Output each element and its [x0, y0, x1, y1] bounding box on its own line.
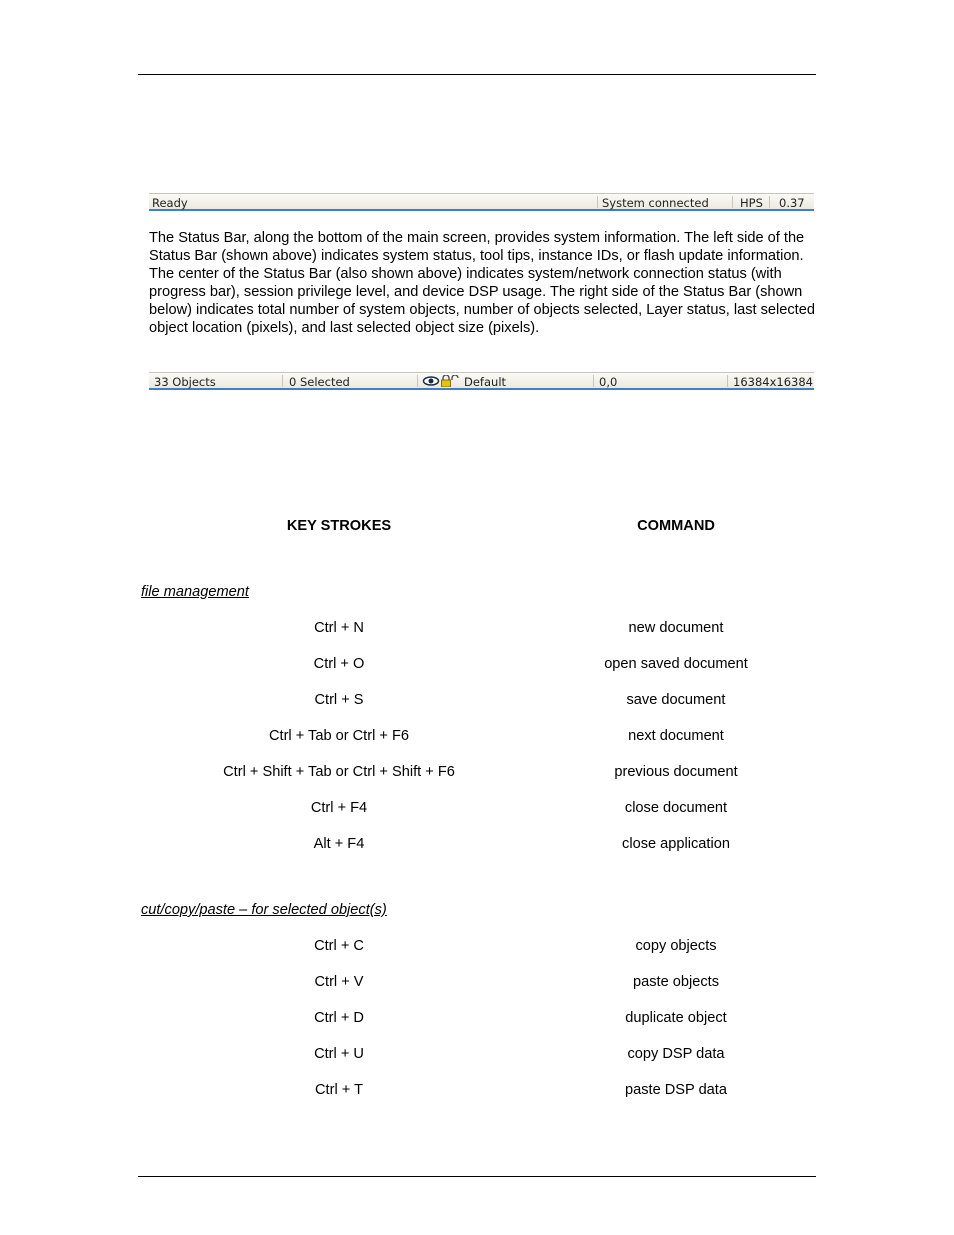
table-row — [0, 620, 954, 640]
keystroke-cell: Alt + F4 — [313, 836, 365, 852]
table-row — [0, 656, 954, 676]
keystroke-cell: Ctrl + C — [314, 938, 364, 954]
status-layer-text: Default — [464, 375, 507, 389]
keystroke-cell: Ctrl + V — [314, 974, 364, 990]
section-title-cut-copy-paste: cut/copy/paste – for selected object(s) — [141, 902, 387, 918]
keystroke-cell: Ctrl + D — [314, 1010, 364, 1026]
status-bar-description: The Status Bar, along the bottom of the main screen, provides system information. The left side of the Status Bar (shown above) indicates system status, tool tips, instance IDs, or flash update information. The center of the Status Bar (also shown above) indicates system/network connection status (with progress bar), session privilege level, and device DSP usage. The right side of the Status Bar (shown below) indicates total number of system objects, number of objects selected, Layer status, last selected object location (pixels), and last selected object size (pixels). — [149, 230, 815, 336]
table-row — [0, 692, 954, 712]
table-row — [0, 836, 954, 856]
status-privilege-text: HPS — [740, 196, 763, 210]
table-row — [0, 728, 954, 748]
keystroke-cell: Ctrl + Tab or Ctrl + F6 — [268, 728, 410, 744]
command-cell: save document — [626, 692, 726, 708]
table-row — [0, 1046, 954, 1066]
command-cell: duplicate object — [625, 1010, 727, 1026]
keystroke-cell: Ctrl + N — [314, 620, 364, 636]
table-row — [0, 764, 954, 784]
section-title-file-management: file management — [141, 584, 249, 600]
status-separator — [732, 196, 733, 208]
keystroke-cell: Ctrl + U — [314, 1046, 364, 1062]
status-bar-top — [149, 193, 814, 211]
status-location-text: 0,0 — [599, 375, 618, 389]
command-cell: close application — [622, 836, 730, 852]
status-size-text: 16384x16384 — [733, 375, 813, 389]
lock-icon[interactable] — [442, 375, 451, 387]
table-row — [0, 938, 954, 958]
status-separator — [769, 196, 770, 208]
command-cell: new document — [628, 620, 724, 636]
status-selected-text: 0 Selected — [289, 375, 350, 389]
keystrokes-header: KEY STROKES — [286, 518, 392, 534]
table-row — [0, 1010, 954, 1030]
status-ready-text: Ready — [152, 196, 188, 210]
command-header: COMMAND — [637, 518, 715, 534]
header-rule — [138, 74, 816, 75]
status-connection-text: System connected — [602, 196, 709, 210]
keystroke-cell: Ctrl + O — [313, 656, 365, 672]
command-cell: open saved document — [604, 656, 748, 672]
footer-rule — [138, 1176, 816, 1177]
status-bar-bottom — [149, 372, 814, 390]
table-row — [0, 800, 954, 820]
status-separator — [727, 375, 728, 387]
command-cell: next document — [628, 728, 724, 744]
command-cell: paste objects — [633, 974, 719, 990]
status-separator — [593, 375, 594, 387]
keystroke-cell: Ctrl + S — [314, 692, 364, 708]
command-cell: previous document — [614, 764, 738, 780]
status-objects-text: 33 Objects — [154, 375, 216, 389]
eye-icon[interactable] — [424, 377, 439, 385]
command-cell: paste DSP data — [625, 1082, 727, 1098]
status-separator — [282, 375, 283, 387]
table-row — [0, 1082, 954, 1102]
status-separator — [597, 196, 598, 208]
table-row — [0, 974, 954, 994]
keystroke-cell: Ctrl + F4 — [310, 800, 368, 816]
keystroke-cell: Ctrl + T — [315, 1082, 363, 1098]
keystroke-cell: Ctrl + Shift + Tab or Ctrl + Shift + F6 — [223, 764, 455, 780]
layer-icons — [422, 375, 460, 387]
command-cell: copy objects — [635, 938, 717, 954]
status-separator — [417, 375, 418, 387]
command-cell: copy DSP data — [627, 1046, 725, 1062]
command-cell: close document — [624, 800, 728, 816]
unlock-shackle-icon — [452, 375, 458, 380]
status-dsp-text: 0.37 — [779, 196, 805, 210]
